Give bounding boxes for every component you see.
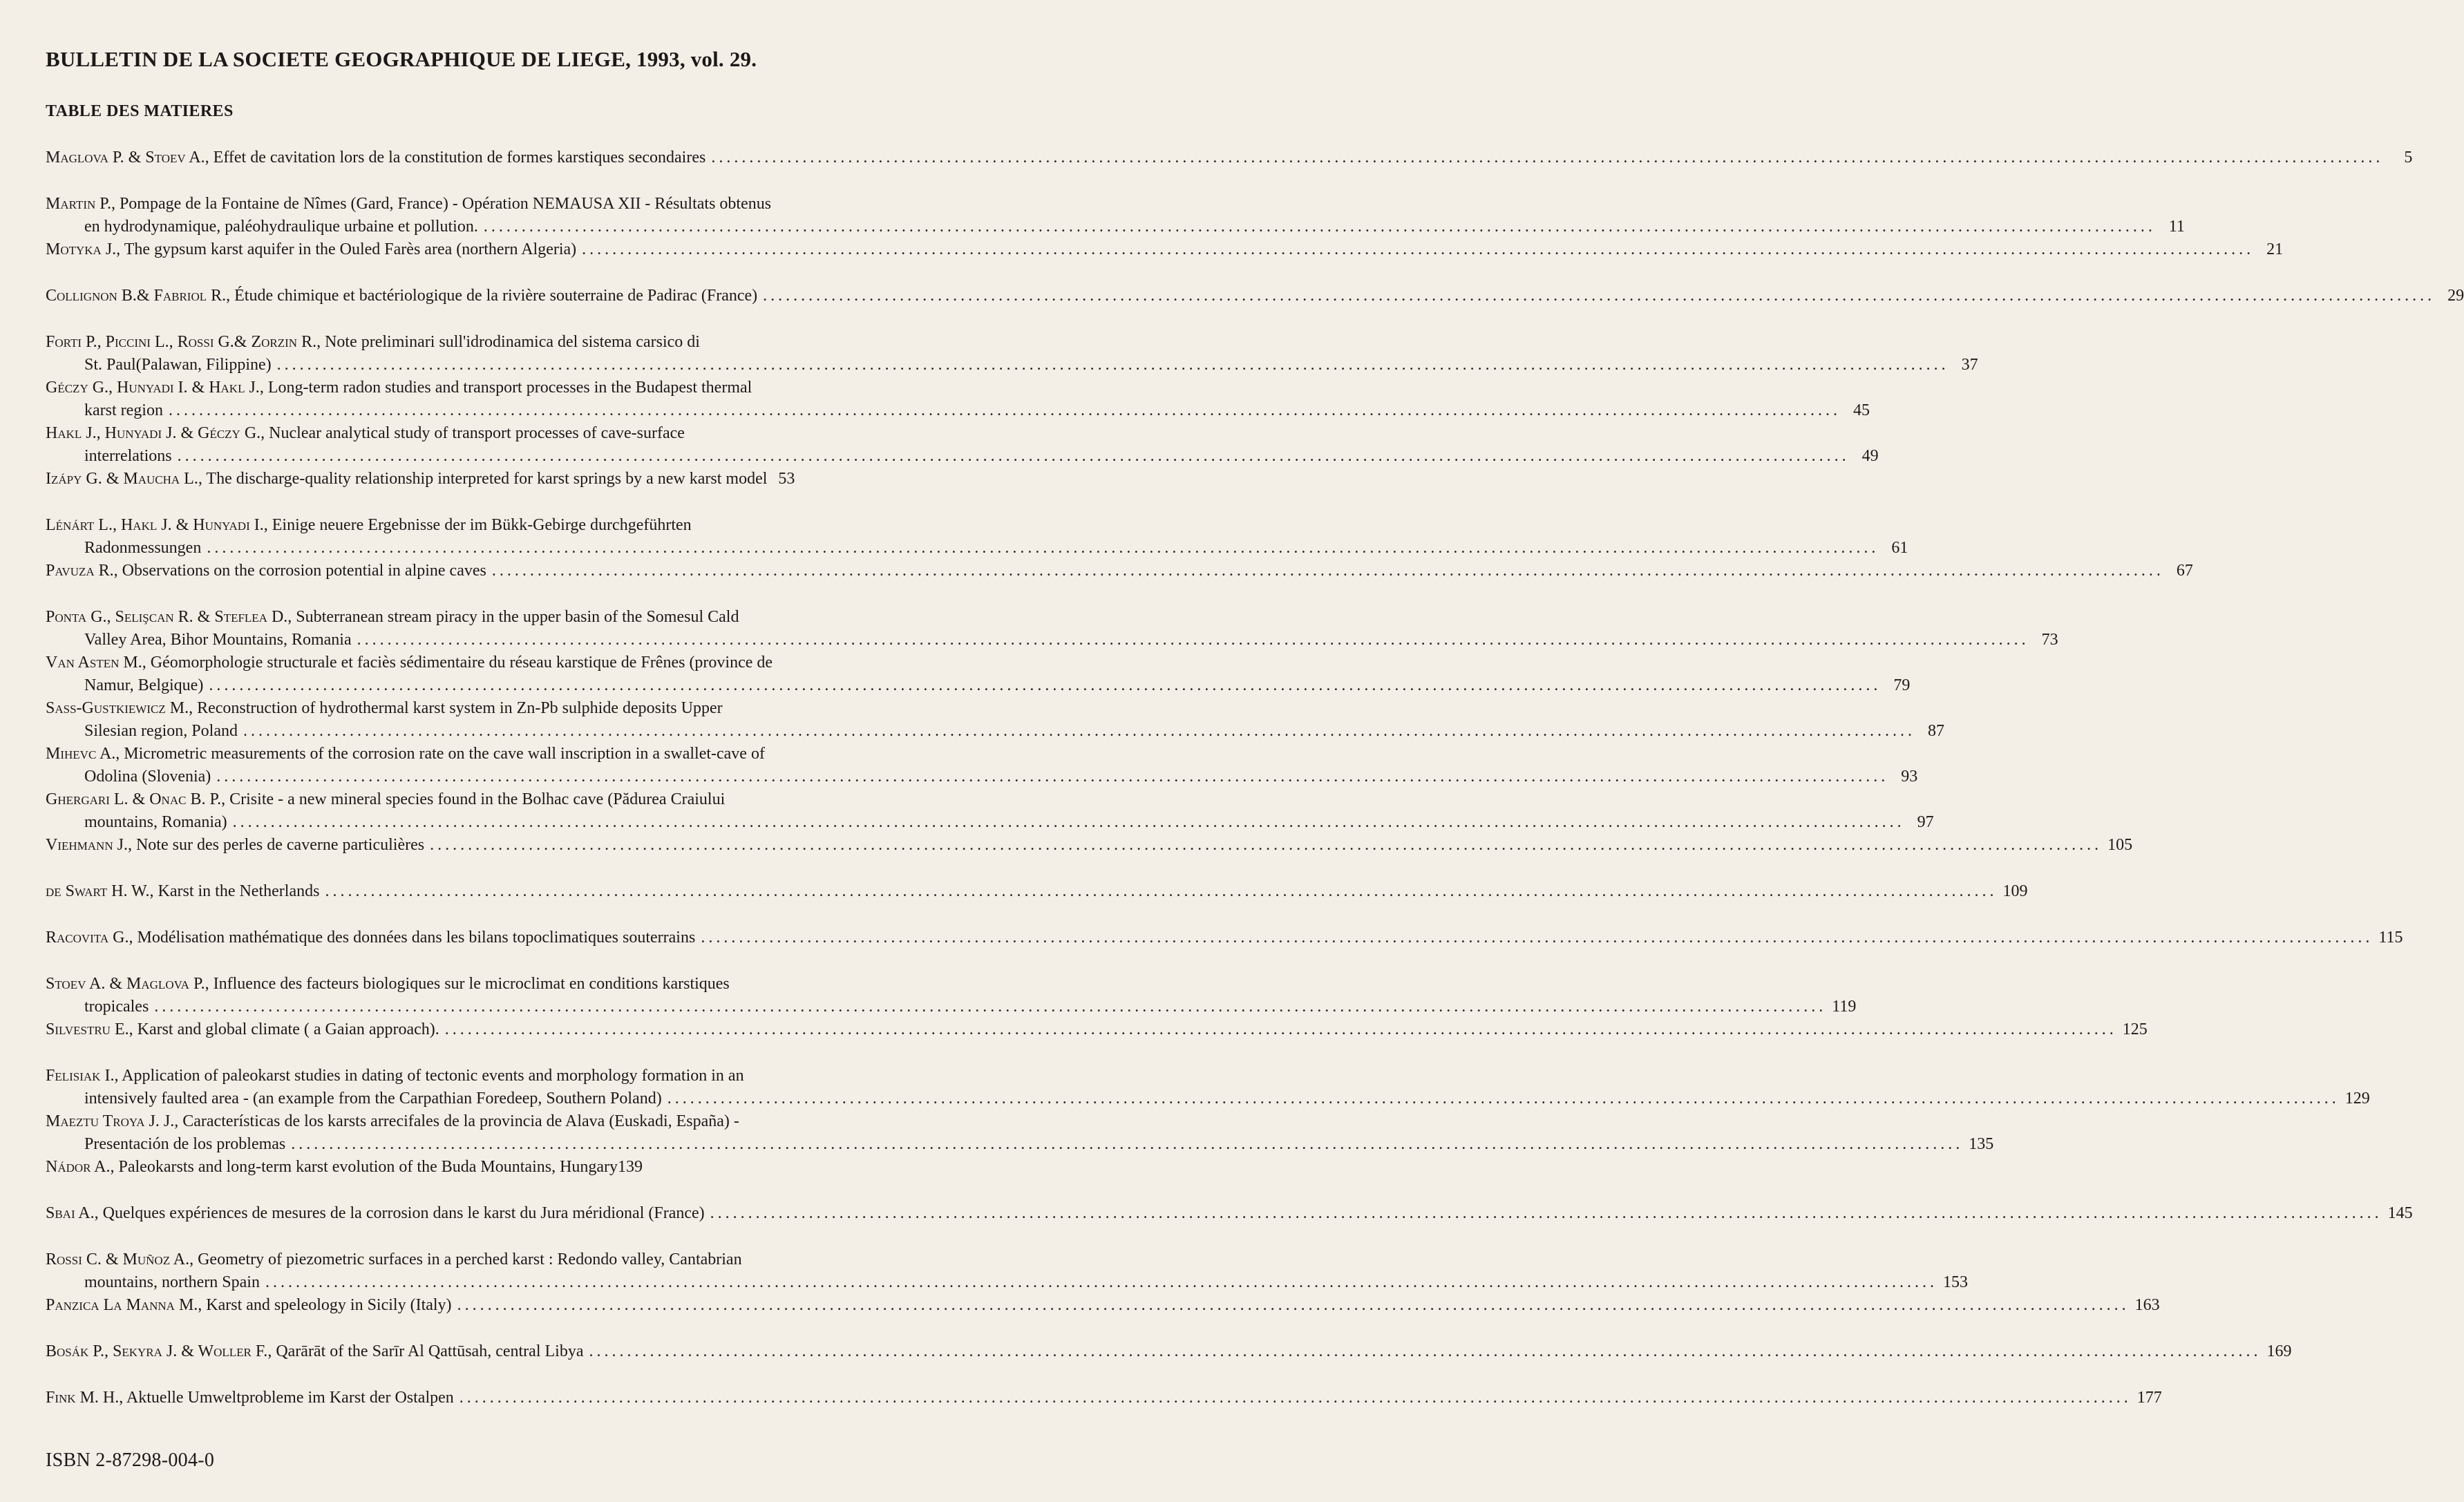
entry-title: , Application of paleokarst studies in dating of tectonic events and morphology formation in an [114, 1067, 744, 1085]
entry-title: , Étude chimique et bactériologique de la rivière souterraine de Padirac (France) [226, 287, 758, 305]
entry-title-continued: Namur, Belgique) [84, 676, 204, 694]
dot-leader: ............................................................................................................................................................................................................................ [701, 929, 2373, 947]
toc-entry [46, 514, 1908, 560]
entry-authors: Ghergari L. & Onac B. P. [46, 790, 222, 808]
dot-leader: ............................................................................................................................................................................................................................ [291, 1135, 1964, 1153]
dot-leader: ............................................................................................................................................................................................................................ [483, 218, 2156, 236]
entry-page: 169 [2266, 1342, 2292, 1360]
dot-leader: ............................................................................................................................................................................................................................ [243, 722, 1915, 740]
entry-page: 129 [2344, 1090, 2370, 1108]
entry-title-continued: Odolina (Slovenia) [84, 768, 211, 786]
entry-title: , Crisite - a new mineral species found in the Bolhac cave (Pădurea Craiului [221, 790, 726, 808]
journal-title: BULLETIN DE LA SOCIETE GEOGRAPHIQUE DE LIEGE, 1993, vol. 29. [46, 47, 757, 71]
toc-entry [46, 377, 1870, 422]
entry-page: 135 [1969, 1135, 1994, 1153]
entry-page: 5 [2404, 149, 2413, 167]
isbn: ISBN 2-87298-004-0 [46, 1449, 215, 1471]
entry-title-continued: Presentación de los problemas [84, 1135, 286, 1153]
entry-title: , Long-term radon studies and transport processes in the Budapest thermal [259, 379, 752, 397]
toc-entry [46, 880, 2028, 903]
dot-leader: ............................................................................................................................................................................................................................ [763, 287, 2436, 305]
entry-authors: Maglova P. & Stoev A. [46, 149, 205, 167]
entry-title: , Geometry of piezometric surfaces in a perched karst : Redondo valley, Cantabrian [189, 1251, 742, 1268]
entry-title: , Qarārāt of the Sarīr Al Qattūsah, central Libya [267, 1342, 584, 1360]
dot-leader: ............................................................................................................................................................................................................................ [457, 1296, 2130, 1314]
entry-authors: Sbai A. [46, 1204, 95, 1222]
dot-leader: ............................................................................................................................................................................................................................ [265, 1273, 1937, 1291]
entry-page: 93 [1901, 768, 1918, 786]
entry-page: 67 [2176, 562, 2193, 580]
entry-title: , Reconstruction of hydrothermal karst system in Zn-Pb sulphide deposits Upper [189, 699, 723, 717]
entry-authors: Lénárt L., Hakl J. & Hunyadi I. [46, 516, 264, 534]
toc-entry [46, 146, 2413, 169]
dot-leader: ............................................................................................................................................................................................................................ [589, 1342, 2262, 1360]
entry-page: 11 [2168, 218, 2185, 236]
entry-title: , Micrometric measurements of the corrosion rate on the cave wall inscription in a swallet-cave of [115, 745, 765, 763]
entry-title: , Karst and global climate ( a Gaian approach). [129, 1020, 439, 1038]
entry-title: , Effet de cavitation lors de la constitution de formes karstiques secondaires [205, 149, 706, 167]
entry-page: 87 [1927, 722, 1944, 740]
toc-entry [46, 468, 945, 491]
entry-page: 53 [778, 470, 795, 488]
dot-leader: ............................................................................................................................................................................................................................ [207, 539, 1879, 557]
entry-authors: Bosák P., Sekyra J. & Woller F. [46, 1342, 268, 1360]
toc-entry [46, 606, 2058, 652]
entry-title: , Influence des facteurs biologiques sur le microclimat en conditions karstiques [205, 975, 730, 993]
entry-title-continued: mountains, northern Spain [84, 1273, 260, 1291]
entry-title: , Pompage de la Fontaine de Nîmes (Gard, France) - Opération NEMAUSA XII - Résultats obtenus [111, 195, 772, 213]
entry-authors: Felisiak I. [46, 1067, 115, 1085]
entry-page: 61 [1891, 539, 1908, 557]
entry-page: 49 [1861, 447, 1879, 465]
dot-leader: ............................................................................................................................................................................................................................ [325, 882, 1998, 900]
entry-authors: Silvestru E. [46, 1020, 129, 1038]
entry-title: , Géomorphologie structurale et faciès sédimentaire du réseau karstique de Frênes (province de [142, 654, 773, 672]
entry-authors: Van Asten M. [46, 654, 142, 672]
toc-entry [46, 834, 2133, 857]
toc-entry [46, 1065, 2370, 1110]
dot-leader: ............................................................................................................................................................................................................................ [667, 1090, 2340, 1108]
entry-page: 163 [2134, 1296, 2160, 1314]
entry-title: , Quelques expériences de mesures de la corrosion dans le karst du Jura méridional (France) [94, 1204, 705, 1222]
entry-page: 29 [2447, 287, 2464, 305]
entry-authors: Maeztu Troya J. J. [46, 1112, 175, 1130]
entry-authors: Géczy G., Hunyadi I. & Hakl J. [46, 379, 260, 397]
dot-leader: ............................................................................................................................................................................................................................ [710, 1204, 2382, 1222]
toc-entry [46, 697, 1944, 743]
toc-entry [46, 743, 1918, 788]
entry-authors [46, 882, 150, 900]
entry-authors: Fink M. H. [46, 1389, 120, 1407]
entry-title-continued: en hydrodynamique, paléohydraulique urbaine et pollution. [84, 218, 478, 236]
toc-entry [46, 788, 1934, 834]
entry-page: 109 [2002, 882, 2028, 900]
entry-authors: Collignon B.& Fabriol R. [46, 287, 227, 305]
entry-page: 73 [2041, 631, 2058, 649]
dot-leader: ............................................................................................................................................................................................................................ [209, 676, 1882, 694]
toc-entry [46, 1248, 1968, 1294]
entry-title: , Aktuelle Umweltprobleme im Karst der Ostalpen [119, 1389, 454, 1407]
entry-authors: Rossi C. & Muñoz A. [46, 1251, 190, 1268]
toc-entry [46, 331, 1978, 377]
entry-title-continued: interrelations [84, 447, 172, 465]
entry-authors: Pavuza R. [46, 562, 114, 580]
entry-title-continued: St. Paul(Palawan, Filippine) [84, 356, 272, 374]
entry-title-continued: mountains, Romania) [84, 813, 227, 831]
entry-authors: Ponta G., Selişcan R. & Steflea D. [46, 608, 288, 626]
toc-entry [46, 1340, 2292, 1363]
dot-leader: ............................................................................................................................................................................................................................ [711, 149, 2384, 167]
entry-page: 139 [618, 1158, 643, 1176]
entry-title: , Observations on the corrosion potential in alpine caves [113, 562, 486, 580]
toc-entries [46, 146, 2464, 1409]
toc-entry [46, 652, 1911, 697]
entry-page: 125 [2122, 1020, 2148, 1038]
entry-page: 97 [1917, 813, 1934, 831]
entry-title: , Einige neuere Ergebnisse der im Bükk-Gebirge durchgeführten [263, 516, 692, 534]
entry-authors: Mihevc A. [46, 745, 116, 763]
toc-entry [46, 1018, 2148, 1041]
toc-entry [46, 1202, 2413, 1225]
entry-authors: Forti P., Piccini L., Rossi G.& Zorzin R. [46, 333, 317, 351]
entry-page: 21 [2266, 240, 2284, 258]
dot-leader: ............................................................................................................................................................................................................................ [430, 836, 2103, 854]
dot-leader: ............................................................................................................................................................................................................................ [177, 447, 1850, 465]
entry-title: , The gypsum karst aquifer in the Ouled Farès area (northern Algeria) [116, 240, 577, 258]
toc-entry [46, 238, 2284, 261]
entry-authors: Panzica La Manna M. [46, 1296, 198, 1314]
dot-leader: ............................................................................................................................................................................................................................ [444, 1020, 2117, 1038]
entry-page: 119 [1832, 998, 1857, 1016]
entry-title-continued: intensively faulted area - (an example from the Carpathian Foredeep, Southern Poland) [84, 1090, 662, 1108]
dot-leader: ............................................................................................................................................................................................................................ [232, 813, 1905, 831]
entry-title-continued: karst region [84, 401, 163, 419]
entry-page: 177 [2136, 1389, 2162, 1407]
entry-authors: Motyka J. [46, 240, 117, 258]
entry-authors: Stoev A. & Maglova P. [46, 975, 205, 993]
toc-entry [46, 285, 2464, 307]
entry-title-continued: Silesian region, Poland [84, 722, 238, 740]
toc-entry [46, 193, 2185, 238]
entry-title: , Note preliminari sull'idrodinamica del sistema carsico di [316, 333, 700, 351]
entry-authors: Viehmann J. [46, 836, 128, 854]
dot-leader: ............................................................................................................................................................................................................................ [216, 768, 1889, 786]
dot-leader: ............................................................................................................................................................................................................................ [154, 998, 1827, 1016]
toc-entry [46, 422, 1879, 468]
entry-title: , The discharge-quality relationship interpreted for karst springs by a new karst model [198, 470, 768, 488]
toc-entry [46, 926, 2403, 949]
dot-leader: ............................................................................................................................................................................................................................ [276, 356, 1949, 374]
toc-entry [46, 560, 2193, 582]
entry-authors: Racovita G. [46, 929, 129, 947]
table-of-contents-heading: TABLE DES MATIERES [46, 102, 234, 120]
entry-authors: Martin P. [46, 195, 111, 213]
toc-entry [46, 1156, 945, 1179]
toc-entry [46, 1110, 1994, 1156]
dot-leader: ............................................................................................................................................................................................................................ [168, 401, 1841, 419]
dot-leader: ............................................................................................................................................................................................................................ [459, 1389, 2132, 1407]
entry-title: , Nuclear analytical study of transport processes of cave-surface [260, 424, 685, 442]
entry-authors: Nádor A. [46, 1158, 111, 1176]
entry-page: 115 [2378, 929, 2403, 947]
entry-title-continued: Valley Area, Bihor Mountains, Romania [84, 631, 352, 649]
entry-page: 45 [1852, 401, 1870, 419]
dot-leader: ............................................................................................................................................................................................................................ [491, 562, 2164, 580]
entry-title-continued: Radonmessungen [84, 539, 202, 557]
entry-title: , Paleokarsts and long-term karst evolution of the Buda Mountains, Hungary [110, 1158, 618, 1176]
toc-entry [46, 973, 1857, 1018]
entry-page: 153 [1942, 1273, 1968, 1291]
entry-authors-text: de Swart H. W. [46, 882, 150, 900]
dot-leader: ............................................................................................................................................................................................................................ [582, 240, 2255, 258]
entry-title: , Características de los karsts arrecifales de la provincia de Alava (Euskadi, España) - [174, 1112, 739, 1130]
entry-page: 105 [2107, 836, 2133, 854]
entry-title: , Note sur des perles de caverne particulières [127, 836, 425, 854]
dot-leader: ............................................................................................................................................................................................................................ [357, 631, 2029, 649]
toc-entry [46, 1294, 2160, 1317]
entry-title: , Karst and speleology in Sicily (Italy) [198, 1296, 452, 1314]
entry-title: , Karst in the Netherlands [149, 882, 320, 900]
entry-authors: Hakl J., Hunyadi J. & Géczy G. [46, 424, 261, 442]
entry-title: , Modélisation mathématique des données dans les bilans topoclimatiques souterrains [129, 929, 696, 947]
entry-page: 145 [2387, 1204, 2413, 1222]
entry-page: 79 [1893, 676, 1911, 694]
toc-entry [46, 1387, 2162, 1409]
entry-title-continued: tropicales [84, 998, 149, 1016]
entry-authors: Sass-Gustkiewicz M. [46, 699, 189, 717]
entry-authors: Izápy G. & Maucha L. [46, 470, 198, 488]
entry-page: 37 [1961, 356, 1978, 374]
entry-title: , Subterranean stream piracy in the upper basin of the Somesul Cald [287, 608, 739, 626]
